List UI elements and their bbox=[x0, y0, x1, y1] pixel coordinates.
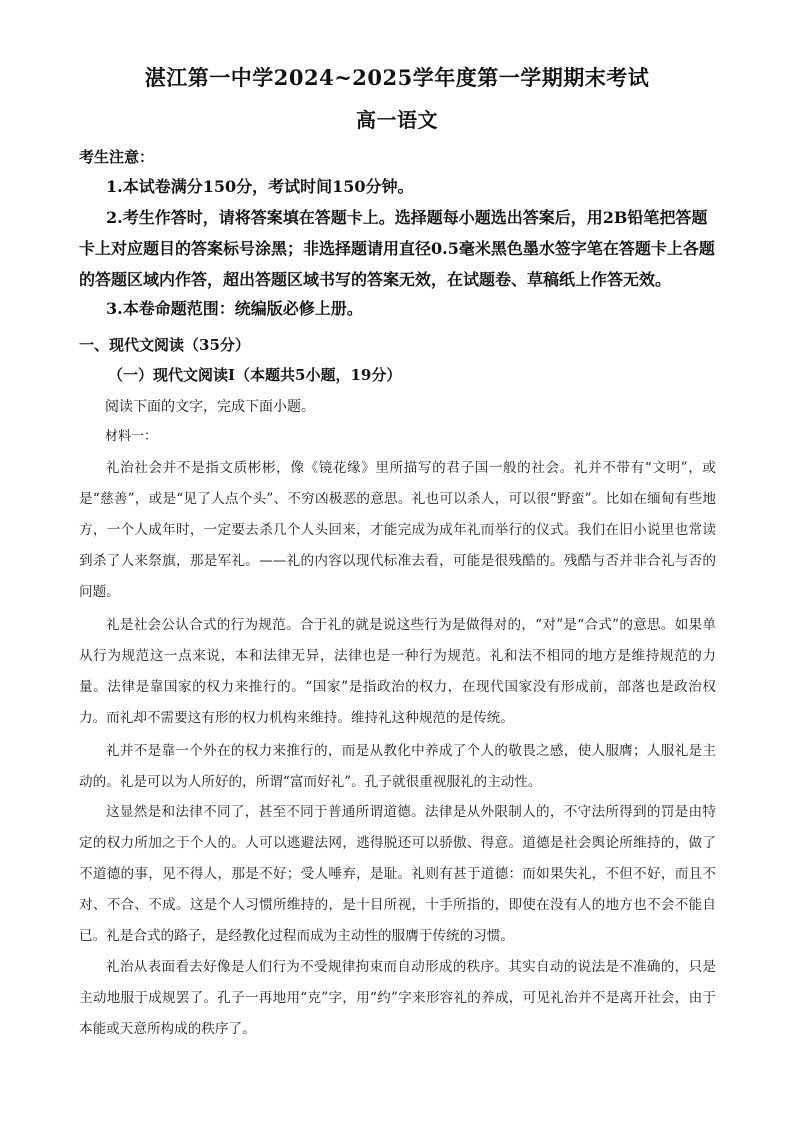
subsection-heading: （一）现代文阅读Ⅰ（本题共5小题，19分） bbox=[108, 366, 402, 384]
passage-paragraph-3 bbox=[79, 736, 716, 798]
exam-subject: 高一语文 bbox=[356, 108, 438, 132]
passage-paragraph-5 bbox=[79, 952, 716, 1045]
exam-title: 湛江第一中学2024~2025学年度第一学期期末考试 bbox=[144, 65, 650, 90]
notice-item-3 bbox=[79, 293, 717, 324]
notice-heading: 考生注意： bbox=[79, 148, 155, 166]
passage-paragraph-1 bbox=[79, 453, 716, 608]
paragraph-text: 礼是社会公认合式的行为规范。合于礼的就是说这些行为是做得对的，“对”是“合式”的意思。如果单从行为规范这一点来说，本和法律无异，法律也是一种行为规范。礼和法不相同的地方是维持规范的力量。法律是靠国家的权力来推行的。“国家”是指政治的权力，在现代国家没有形成前，部落也是政治权力。而礼却不需要这有形的权力机构来维持。维持礼这种规范的是传统。 bbox=[79, 617, 716, 726]
passage-paragraph-4 bbox=[79, 797, 716, 952]
notice-item-1 bbox=[79, 171, 717, 202]
paragraph-text: 这显然是和法律不同了，甚至不同于普通所谓道德。法律是从外限制人的，不守法所得到的罚是由特定的权力所加之于个人的。人可以逃避法网，逃得脱还可以骄傲、得意。道德是社会舆论所维持的，做了不道德的事，见不得人，那是不好；受人唾弃，是耻。礼则有甚于道德：而如果失礼，不但不好，而且不对、不合、不成。这是个人习惯所维持的，是十目所视，十手所指的，即使在没有人的地方也不会不能自已。礼是合式的路子，是经教化过程而成为主动性的服膺于传统的习惯。 bbox=[79, 804, 716, 944]
paragraph-text: 礼治社会并不是指文质彬彬，像《镜花缘》里所描写的君子国一般的社会。礼并不带有“文明”，或是“慈善”，或是“见了人点个头”、不穷凶极恶的意思。礼也可以杀人，可以很“野蛮”。比如在缅甸有些地方，一个人成年时，一定要去杀几个人头回来，才能完成为成年礼而举行的仪式。我们在旧小说里也常读到杀了人来祭旗，那是军礼。——礼的内容以现代标准去看，可能是很残酷的。残酷与否并非合礼与否的问题。 bbox=[79, 460, 716, 600]
passage-paragraph-2 bbox=[79, 610, 716, 734]
paragraph-text: 礼并不是靠一个外在的权力来推行的，而是从教化中养成了个人的敬畏之感，使人服膺；人服礼是主动的。礼是可以为人所好的，所谓“富而好礼”。孔子就很重视服礼的主动性。 bbox=[79, 743, 716, 790]
reading-instruction: 阅读下面的文字，完成下面小题。 bbox=[105, 399, 315, 415]
notice-item-1-text: 1.本试卷满分150分，考试时间150分钟。 bbox=[106, 177, 414, 196]
notice-item-3-text: 3.本卷命题范围：统编版必修上册。 bbox=[106, 299, 363, 318]
material-label: 材料一： bbox=[105, 429, 158, 444]
notice-item-2 bbox=[79, 202, 717, 295]
paragraph-text: 礼治从表面看去好像是人们行为不受规律拘束而自动形成的秩序。其实自动的说法是不准确的，只是主动地服于成规罢了。孔子一再地用“克”字，用“约”字来形容礼的养成，可见礼治并不是离开社会，由于本能或天意所构成的秩序了。 bbox=[79, 959, 716, 1037]
notice-item-2-text: 2.考生作答时，请将答案填在答题卡上。选择题每小题选出答案后，用2B铅笔把答题卡上对应题目的答案标号涂黑；非选择题请用直径0.5毫米黑色墨水签字笔在答题卡上各题的答题区域内作答，超出答题区域书写的答案无效，在试题卷、草稿纸上作答无效。 bbox=[79, 208, 715, 289]
section-heading: 一、现代文阅读（35分） bbox=[79, 336, 250, 354]
